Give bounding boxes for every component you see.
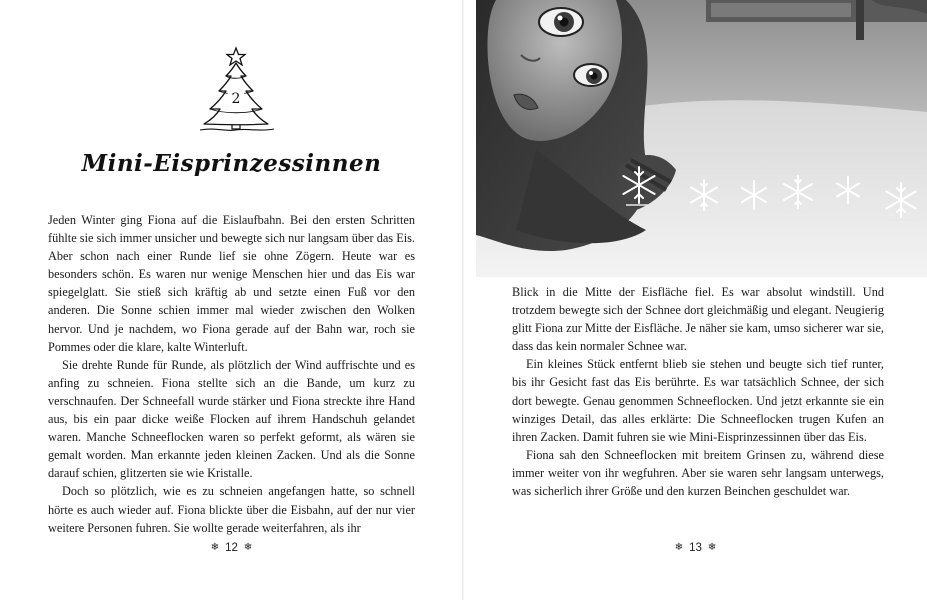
- paragraph: Doch so plötzlich, wie es zu schneien angefangen hatte, so schnell hörte es auch wieder auf. Fiona blickte über die Eisbahn, auf der nur vier weitere Personen fuhren. Sie wollte gerade weiterfahren, als ihr: [48, 484, 415, 535]
- right-body-text: [512, 283, 884, 500]
- page-number-right: [464, 542, 927, 554]
- chapter-number: 2: [231, 91, 241, 107]
- page-number: 13: [689, 542, 702, 554]
- chapter-title: Mini-Eisprinzessinnen: [81, 150, 382, 177]
- page-number-left: [0, 542, 463, 554]
- left-body-text: [48, 211, 415, 537]
- snowflake-icon: ❄: [674, 542, 684, 553]
- paragraph: Jeden Winter ging Fiona auf die Eislaufbahn. Bei den ersten Schritten fühlte sie sich immer unsicher und bewegte sich nur langsam über das Eis. Aber schon nach einer Runde lief sie ohne Zögern. Heute war es besonders schön. Es waren nur wenige Menschen hier und das Eis war spiegelglatt. Sie stieß sich kräftig ab und setzte einen Fuß vor den anderen. Die Sonne schien immer mal wieder zwischen den Wolken hervor. Und je nachdem, wo Fiona gerade auf der Bahn war, roch sie Pommes oder die klare, kalte Winterluft.: [48, 213, 415, 354]
- paragraph: Blick in die Mitte der Eisfläche fiel. Es war absolut windstill. Und trotzdem bewegte sich der Schnee dort gleichmäßig und elegant. Neugierig glitt Fiona zur Mitte der Eisfläche. Je näher sie kam, umso sicherer war sie, dass das kein normaler Schnee war.: [512, 285, 884, 354]
- paragraph: Fiona sah den Schneeflocken mit breitem Grinsen zu, während diese immer weiter von ihr wegfuhren. Aber sie waren sehr langsam unterwegs, was sicherlich ihrer Größe und den kurzen Beinchen geschuldet war.: [512, 447, 884, 499]
- page-number: 12: [225, 542, 238, 554]
- snowflake-icon: ❄: [243, 542, 253, 553]
- paragraph: Sie drehte Runde für Runde, als plötzlich der Wind auffrischte und es anfing zu schneien. Fiona stellte sich an die Bande, um kurz zu verschnaufen. Der Schneefall wurde stärker und Fiona streckte ihre Hand aus, bis ein paar dicke weiße Flocken auf ihrem Handschuh gelandet waren. Manche Schneeflocken waren so perfekt geformt, als wären sie gemalt worden. Man erkannte jeden kleinen Zacken. Und als die Sonne darauf schien, glitzerten sie wie Kristalle.: [48, 357, 415, 481]
- christmas-tree-icon: [196, 46, 276, 132]
- snowflake-icon: ❄: [210, 542, 220, 553]
- left-page: [0, 0, 463, 600]
- paragraph: Ein kleines Stück entfernt blieb sie stehen und beugte sich tief runter, bis ihr Gesicht fast das Eis berührte. Es war tatsächlich Schnee, der sich dort bewegte. Genau genommen Schneeflocken. Und jetzt erkannte sie ein winziges Detail, das alles erklärte: Die Schneeflocken trugen Kufen an ihren Zacken. Damit fuhren sie wie Mini-Eisprinzessinnen über das Eis.: [512, 357, 884, 444]
- right-page: [464, 0, 927, 600]
- snowflake-icon: ❄: [707, 542, 717, 553]
